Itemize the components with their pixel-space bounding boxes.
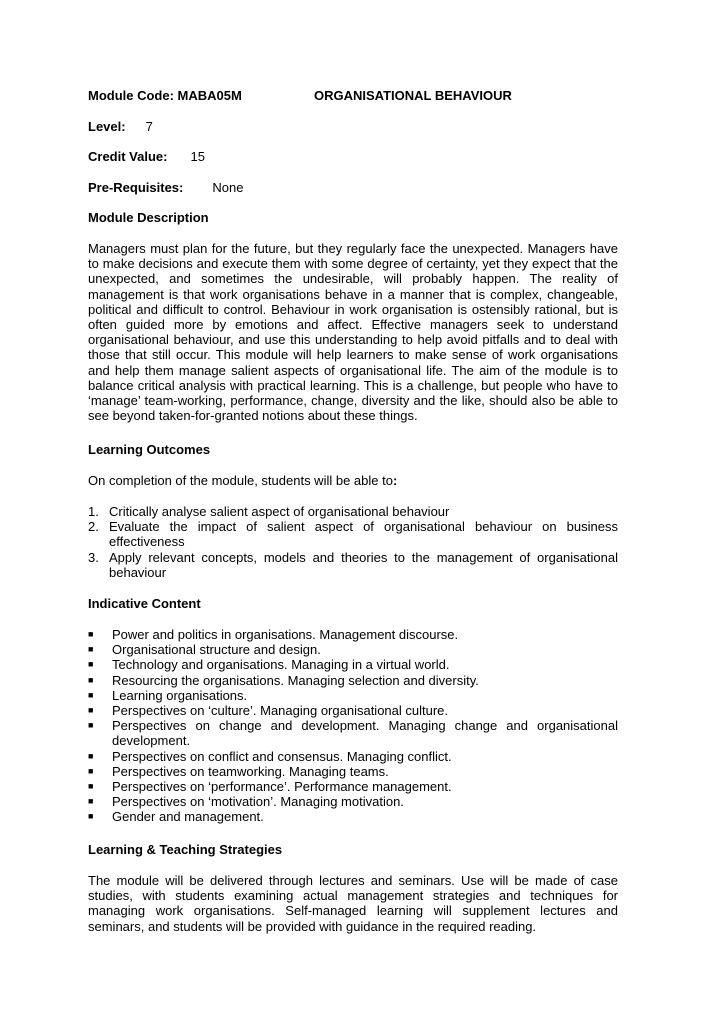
module-title: ORGANISATIONAL BEHAVIOUR (314, 88, 512, 103)
content-heading: Indicative Content (88, 596, 201, 611)
description-text: Managers must plan for the future, but they regularly face the unexpected. Managers have to make decisions and execute them with some degree of certainty, yet they expect that the unexpected, and sometimes the undesirable, will probably happen. The reality of management is that work organisations behave in a manner that is complex, changeable, political and difficult to control. Behaviour in work organisation is ostensibly rational, but is often guided more by emotions and affect. Effective managers seek to understand organisational behaviour, and use this understanding to help avoid pitfalls and to deal with those that still occur. This module will help learners to make sense of work organisations and help them manage salient aspects of organisational life. The aim of the module is to balance critical analysis with practical learning. This is a challenge, but people who have to ‘manage’ team-working, performance, change, diversity and the like, should also be able to see beyond taken-for-granted notions about these things. (88, 241, 618, 424)
content-item-text: Perspectives on ‘motivation’. Managing motivation. (112, 794, 404, 810)
bullet-icon: ■ (88, 765, 94, 776)
description-heading: Module Description (88, 210, 209, 225)
bullet-icon: ■ (88, 796, 94, 807)
content-item (88, 779, 618, 794)
content-item-text: Perspectives on conflict and consensus. Managing conflict. (112, 748, 452, 764)
content-item-text: Perspectives on ‘culture’. Managing organisational culture. (112, 703, 449, 719)
credit-label: Credit Value: (88, 149, 168, 164)
content-item-text: Technology and organisations. Managing in a virtual world. (112, 657, 450, 673)
level-row (88, 119, 153, 134)
content-item-text: Gender and management. (112, 809, 264, 825)
outcome-text: Apply relevant concepts, models and theories to the management of organisational behaviour (109, 549, 618, 580)
level-label: Level: (88, 119, 126, 134)
prereq-row (88, 180, 243, 195)
bullet-icon: ■ (88, 811, 94, 822)
credit-value: 15 (190, 149, 205, 164)
content-item-text: Power and politics in organisations. Management discourse. (112, 627, 459, 642)
content-item (88, 809, 618, 824)
content-item (88, 657, 618, 672)
bullet-icon: ■ (88, 659, 94, 670)
content-item-text: Perspectives on teamworking. Managing teams. (112, 763, 389, 779)
outcome-item (88, 519, 618, 549)
level-value: 7 (145, 119, 153, 134)
content-item (88, 673, 618, 688)
content-item (88, 703, 618, 718)
module-code: Module Code: MABA05M (88, 88, 242, 103)
outcomes-intro-text: On completion of the module, students will be able to (88, 473, 393, 488)
outcomes-heading: Learning Outcomes (88, 442, 211, 457)
bullet-icon: ■ (88, 689, 94, 700)
outcomes-list (88, 504, 618, 580)
bullet-icon: ■ (88, 644, 94, 655)
content-item (88, 794, 618, 809)
bullet-icon: ■ (88, 720, 94, 731)
content-item (88, 688, 618, 703)
outcome-text: Evaluate the impact of salient aspect of organisational behaviour on business effectiveness (109, 519, 618, 550)
outcome-number: 1. (88, 504, 99, 519)
content-item (88, 749, 618, 764)
prereq-label: Pre-Requisites: (88, 180, 184, 195)
bullet-icon: ■ (88, 674, 94, 685)
strategies-heading: Learning & Teaching Strategies (88, 842, 283, 857)
content-list (88, 627, 618, 825)
bullet-icon: ■ (88, 705, 94, 716)
outcome-number: 3. (88, 549, 99, 565)
content-item (88, 642, 618, 657)
content-item (88, 718, 618, 748)
content-item-text: Learning organisations. (112, 687, 248, 703)
outcome-item (88, 504, 618, 519)
outcomes-intro-colon: : (392, 473, 398, 488)
outcome-text: Critically analyse salient aspect of organisational behaviour (109, 504, 450, 519)
content-item (88, 627, 618, 642)
bullet-icon: ■ (88, 750, 94, 761)
bullet-icon: ■ (88, 781, 94, 792)
outcomes-intro (88, 473, 397, 488)
prereq-value: None (212, 180, 244, 195)
credit-row (88, 149, 205, 164)
content-item-text: Perspectives on ‘performance’. Performance management. (112, 779, 452, 795)
content-item-text: Resourcing the organisations. Managing selection and diversity. (112, 672, 479, 688)
content-item (88, 764, 618, 779)
outcome-number: 2. (88, 519, 99, 535)
strategies-text: The module will be delivered through lectures and seminars. Use will be made of case studies, with students examining actual management strategies and techniques for managing work organisations. Self-managed learning will supplement lectures and seminars, and students will be provided with guidance in the required reading. (88, 873, 618, 934)
content-item-text: Organisational structure and design. (112, 642, 321, 658)
content-item-text: Perspectives on change and development. Managing change and organisational development. (112, 718, 618, 749)
bullet-icon: ■ (88, 629, 94, 639)
outcome-item (88, 550, 618, 580)
